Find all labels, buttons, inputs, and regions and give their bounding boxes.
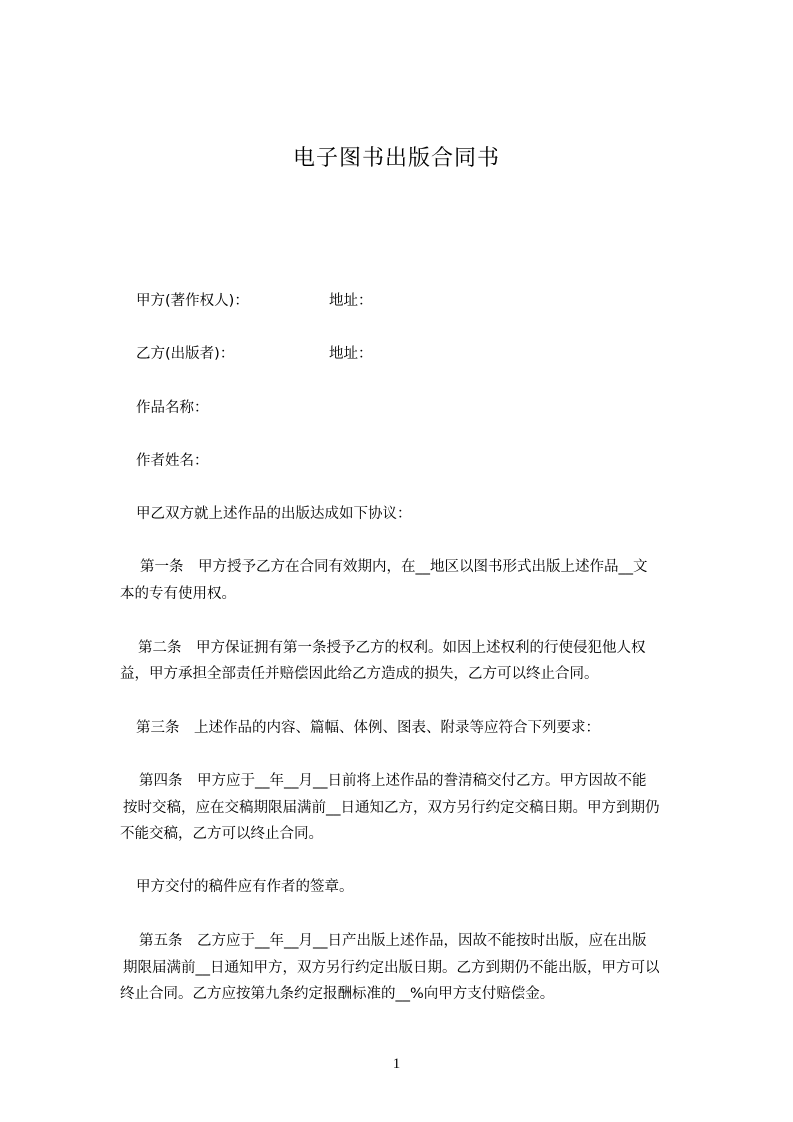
article-line: 第二条 甲方保证拥有第一条授予乙方的权利。如因上述权利的行使侵犯他人权 bbox=[138, 640, 646, 656]
article-line: 第三条 上述作品的内容、篇幅、体例、图表、附录等应符合下列要求： bbox=[136, 720, 600, 736]
article-line: 第五条 乙方应于__年__月__日产出版上述作品，因故不能按时出版，应在出版 bbox=[139, 933, 647, 949]
party-b-address-label: 地址： bbox=[329, 346, 373, 362]
article-line: 期限届满前__日通知甲方，双方另行约定出版日期。乙方到期仍不能出版，甲方可以 bbox=[123, 960, 660, 976]
article-line: 本的专有使用权。 bbox=[120, 586, 236, 602]
party-b-label: 乙方(出版者)： bbox=[136, 346, 235, 362]
page-number: 1 bbox=[392, 1056, 401, 1072]
preamble: 甲乙双方就上述作品的出版达成如下协议： bbox=[136, 506, 412, 522]
article-line: 不能交稿，乙方可以终止合同。 bbox=[120, 826, 323, 842]
article-line: 第四条 甲方应于__年__月__日前将上述作品的誊清稿交付乙方。甲方因故不能 bbox=[139, 773, 647, 789]
article-line: 终止合同。乙方应按第九条约定报酬标准的__%向甲方支付赔偿金。 bbox=[120, 986, 555, 1002]
work-title-label: 作品名称： bbox=[136, 400, 209, 416]
document-title: 电子图书出版合同书 bbox=[292, 146, 500, 171]
article-line: 第一条 甲方授予乙方在合同有效期内，在__地区以图书形式出版上述作品__文 bbox=[140, 559, 648, 575]
party-a-label: 甲方(著作权人)： bbox=[136, 293, 249, 309]
party-a-address-label: 地址： bbox=[329, 293, 373, 309]
author-name-label: 作者姓名： bbox=[136, 453, 209, 469]
article-line: 甲方交付的稿件应有作者的签章。 bbox=[136, 879, 354, 895]
article-line: 益，甲方承担全部责任并赔偿因此给乙方造成的损失，乙方可以终止合同。 bbox=[120, 666, 599, 682]
article-line: 按时交稿，应在交稿期限届满前__日通知乙方，双方另行约定交稿日期。甲方到期仍 bbox=[123, 800, 660, 816]
